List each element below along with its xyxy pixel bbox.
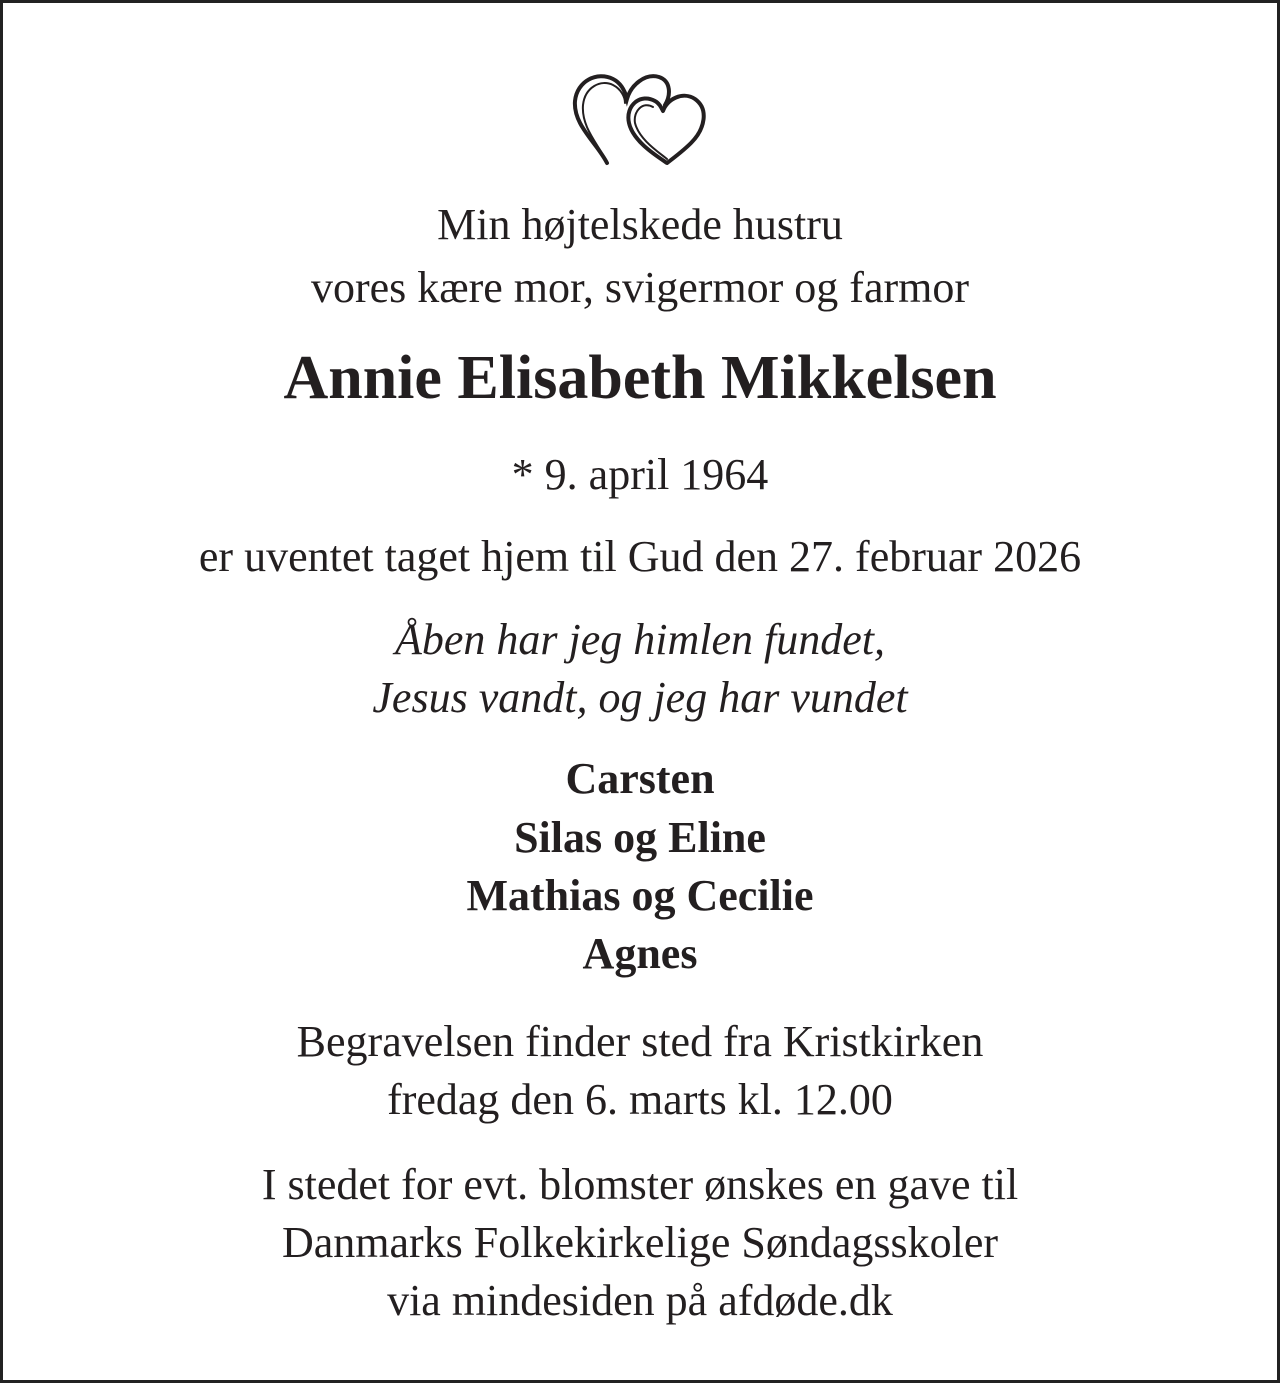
gift-line-1: I stedet for evt. blomster ønskes en gave til xyxy=(261,1160,1019,1209)
family-member-2: Silas og Eline xyxy=(514,813,766,862)
family-member-1: Carsten xyxy=(565,754,715,803)
death-notice: er uventet taget hjem til Gud den 27. februar 2026 xyxy=(198,532,1082,581)
intro-line-1: Min højtelskede hustru xyxy=(437,200,843,249)
verse-line-1: Åben har jeg himlen fundet, xyxy=(394,615,885,664)
deceased-name: Annie Elisabeth Mikkelsen xyxy=(283,344,997,412)
funeral-line-2: fredag den 6. marts kl. 12.00 xyxy=(387,1075,893,1124)
funeral-line-1: Begravelsen finder sted fra Kristkirken xyxy=(296,1017,984,1066)
gift-line-2: Danmarks Folkekirkelige Søndagsskoler xyxy=(281,1218,999,1267)
gift-line-3: via mindesiden på afdøde.dk xyxy=(387,1276,893,1325)
intro-line-2: vores kære mor, svigermor og farmor xyxy=(310,263,970,312)
birth-date: * 9. april 1964 xyxy=(511,450,769,499)
verse-line-2: Jesus vandt, og jeg har vundet xyxy=(372,673,908,722)
two-hearts-icon xyxy=(567,63,717,173)
family-member-4: Agnes xyxy=(582,929,698,978)
family-member-3: Mathias og Cecilie xyxy=(466,871,814,920)
